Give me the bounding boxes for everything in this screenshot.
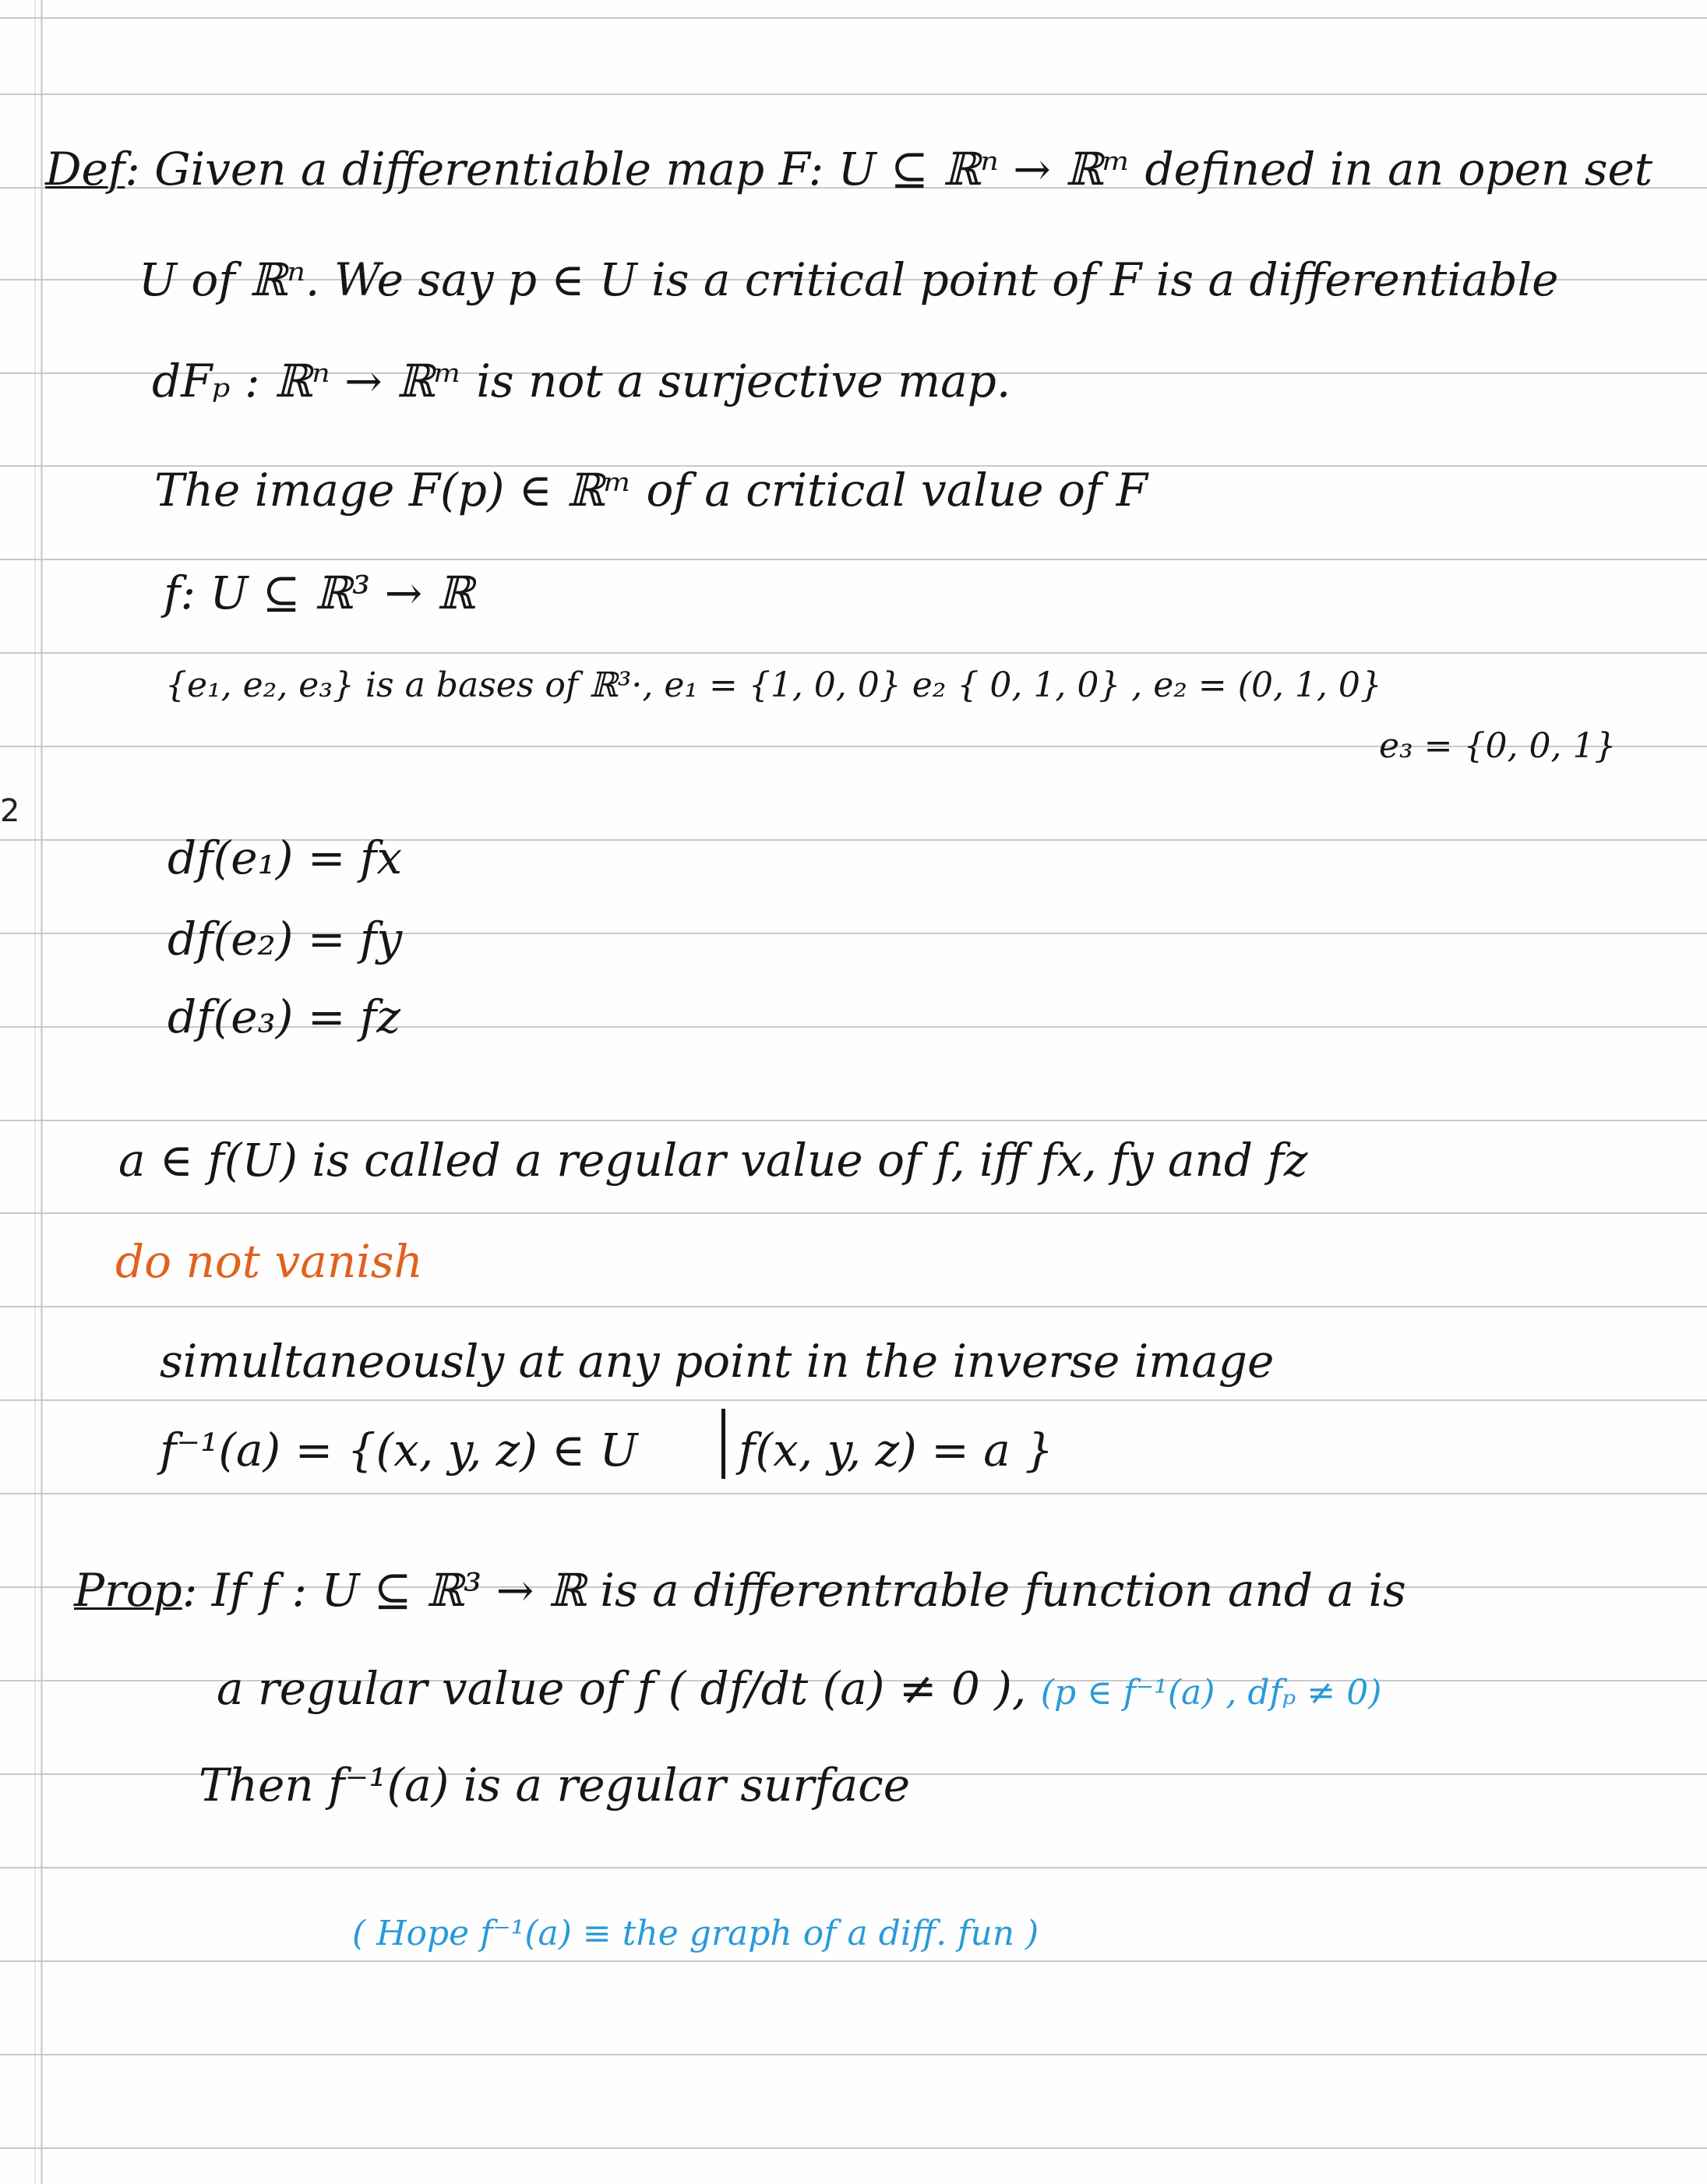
ruled-line: [0, 93, 1707, 95]
def-text-1: : Given a differentiable map F: U ⊆ ℝⁿ → ℝᵐ defined in an open set: [125, 143, 1653, 196]
page-number: 2: [0, 793, 20, 829]
ruled-line: [0, 1212, 1707, 1214]
prop-text-2: a regular value of f ( df/dt (a) ≠ 0 ),: [217, 1662, 1027, 1715]
such-that-bar: [721, 1409, 725, 1479]
proposition-line-2: [217, 1662, 1382, 1715]
ruled-line: [0, 2054, 1707, 2055]
inverse-image-right: f(x, y, z) = a }: [739, 1424, 1054, 1477]
ruled-line: [0, 652, 1707, 654]
definition-line-1: [45, 143, 1653, 196]
basis-line-2: e₃ = {0, 0, 1}: [1379, 726, 1617, 766]
margin-line: [41, 0, 43, 2184]
margin-line-inner: [34, 0, 36, 2184]
ruled-line: [0, 559, 1707, 560]
definition-line-4: The image F(p) ∈ ℝᵐ of a critical value of F: [154, 464, 1148, 517]
ruled-line: [0, 17, 1707, 19]
df-e2-line: df(e₂) = fy: [168, 912, 403, 965]
df-e1-line: df(e₁) = fx: [168, 831, 403, 884]
basis-line-1: {e₁, e₂, e₃} is a bases of ℝ³·, e₁ = {1, 0, 0} e₂ { 0, 1, 0} , e₂ = (0, 1, 0}: [165, 665, 1382, 705]
proposition-line-3: Then f⁻¹(a) is a regular surface: [199, 1759, 911, 1812]
prop-label: Prop: [74, 1564, 182, 1617]
ruled-line: [0, 1399, 1707, 1401]
ruled-line: [0, 1867, 1707, 1868]
df-e3-line: df(e₃) = fz: [168, 990, 400, 1043]
ruled-line: [0, 2147, 1707, 2149]
ruled-line: [0, 1960, 1707, 1962]
definition-line-2: U of ℝⁿ. We say p ∈ U is a critical point of F is a differentiable: [139, 253, 1559, 306]
regular-value-line-3: simultaneously at any point in the inverse image: [160, 1335, 1275, 1388]
regular-value-line-2: do not vanish: [115, 1235, 423, 1288]
inverse-image-left: f⁻¹(a) = {(x, y, z) ∈ U: [160, 1424, 638, 1477]
proposition-line-1: [74, 1564, 1406, 1617]
def-label: Def: [45, 143, 125, 196]
ruled-line: [0, 1493, 1707, 1494]
prop-text-1: : If f : U ⊆ ℝ³ → ℝ is a differentrable function and a is: [182, 1564, 1406, 1617]
prop-text-2-blue: (p ∈ f⁻¹(a) , dfₚ ≠ 0): [1040, 1673, 1382, 1713]
ruled-line: [0, 1306, 1707, 1307]
definition-line-3: dFₚ : ℝⁿ → ℝᵐ is not a surjective map.: [152, 355, 1011, 408]
regular-value-line-1: a ∈ f(U) is called a regular value of f, iff fx, fy and fz: [118, 1134, 1308, 1187]
hope-note: ( Hope f⁻¹(a) ≡ the graph of a diff. fun ): [352, 1914, 1039, 1953]
map-f-line: f: U ⊆ ℝ³ → ℝ: [164, 566, 474, 619]
ruled-line: [0, 1120, 1707, 1121]
